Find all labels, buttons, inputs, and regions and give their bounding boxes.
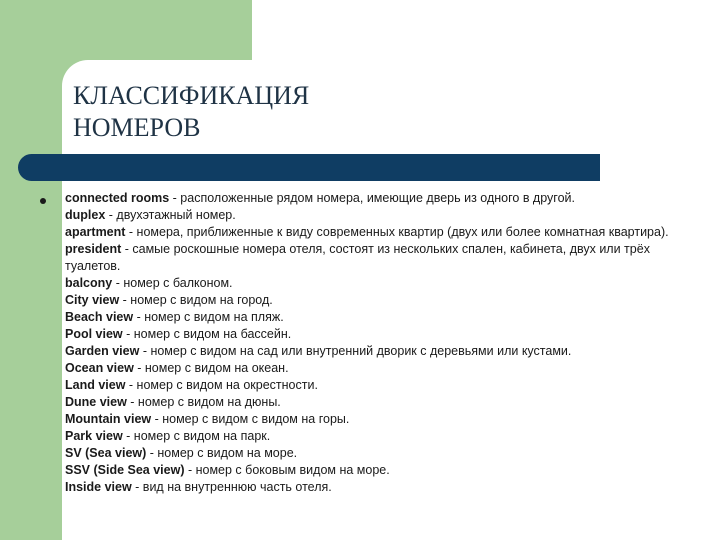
room-type-term: SSV (Side Sea view) — [65, 463, 185, 477]
room-type-description: - номер с боковым видом на море. — [184, 463, 390, 477]
room-type-term: Park view — [65, 429, 123, 443]
room-type-entry — [65, 224, 695, 241]
room-type-entry — [65, 411, 695, 428]
room-type-term: City view — [65, 293, 120, 307]
room-type-description: - номер с видом с видом на горы. — [151, 412, 350, 426]
room-type-entry — [65, 190, 695, 207]
room-type-term: Mountain view — [65, 412, 152, 426]
room-type-description: - номер с видом на океан. — [133, 361, 289, 375]
room-type-entry — [65, 292, 695, 309]
room-type-entry — [65, 241, 695, 275]
slide-title — [73, 80, 309, 144]
title-line-2: НОМЕРОВ — [73, 113, 201, 142]
room-type-description: - номер с видом на город. — [119, 293, 273, 307]
room-type-term: apartment — [65, 225, 126, 239]
room-type-description: - вид на внутреннюю часть отеля. — [131, 480, 332, 494]
room-type-description: - номер с балконом. — [112, 276, 233, 290]
room-type-description: - номера, приближенные к виду современных квартир (двух или более комнатная квартира). — [125, 225, 669, 239]
room-type-description: - номер с видом на дюны. — [126, 395, 281, 409]
room-type-term: Dune view — [65, 395, 127, 409]
room-type-description: - номер с видом на море. — [146, 446, 298, 460]
room-type-description: - самые роскошные номера отеля, состоят из нескольких спален, кабинета, двух или трёх туалетов. — [65, 242, 650, 273]
room-type-entry — [65, 479, 695, 496]
room-type-entry — [65, 445, 695, 462]
room-type-entry — [65, 326, 695, 343]
title-line-1: КЛАССИФИКАЦИЯ — [73, 81, 310, 110]
room-type-term: Pool view — [65, 327, 123, 341]
room-types-list — [65, 190, 695, 496]
room-type-term: connected rooms — [65, 191, 170, 205]
room-type-term: Inside view — [65, 480, 132, 494]
room-type-description: - номер с видом на окрестности. — [125, 378, 318, 392]
room-type-term: Beach view — [65, 310, 134, 324]
room-type-entry — [65, 394, 695, 411]
room-type-entry — [65, 309, 695, 326]
room-type-term: duplex — [65, 208, 106, 222]
room-type-term: balcony — [65, 276, 113, 290]
room-type-term: Garden view — [65, 344, 140, 358]
room-type-description: - номер с видом на бассейн. — [122, 327, 292, 341]
room-type-term: Land view — [65, 378, 126, 392]
room-type-entry — [65, 428, 695, 445]
room-type-entry — [65, 207, 695, 224]
room-type-entry — [65, 462, 695, 479]
room-type-description: - номер с видом на парк. — [122, 429, 271, 443]
room-type-entry — [65, 360, 695, 377]
room-type-description: - расположенные рядом номера, имеющие дверь из одного в другой. — [169, 191, 575, 205]
room-type-entry — [65, 275, 695, 292]
room-type-description: - двухэтажный номер. — [105, 208, 236, 222]
room-type-entry — [65, 343, 695, 360]
room-type-term: SV (Sea view) — [65, 446, 147, 460]
room-type-entry — [65, 377, 695, 394]
bullet-icon — [40, 198, 46, 204]
room-type-description: - номер с видом на сад или внутренний дворик с деревьями или кустами. — [139, 344, 572, 358]
room-type-term: Ocean view — [65, 361, 134, 375]
room-type-term: president — [65, 242, 122, 256]
divider-bar — [18, 154, 600, 181]
room-type-description: - номер с видом на пляж. — [133, 310, 284, 324]
